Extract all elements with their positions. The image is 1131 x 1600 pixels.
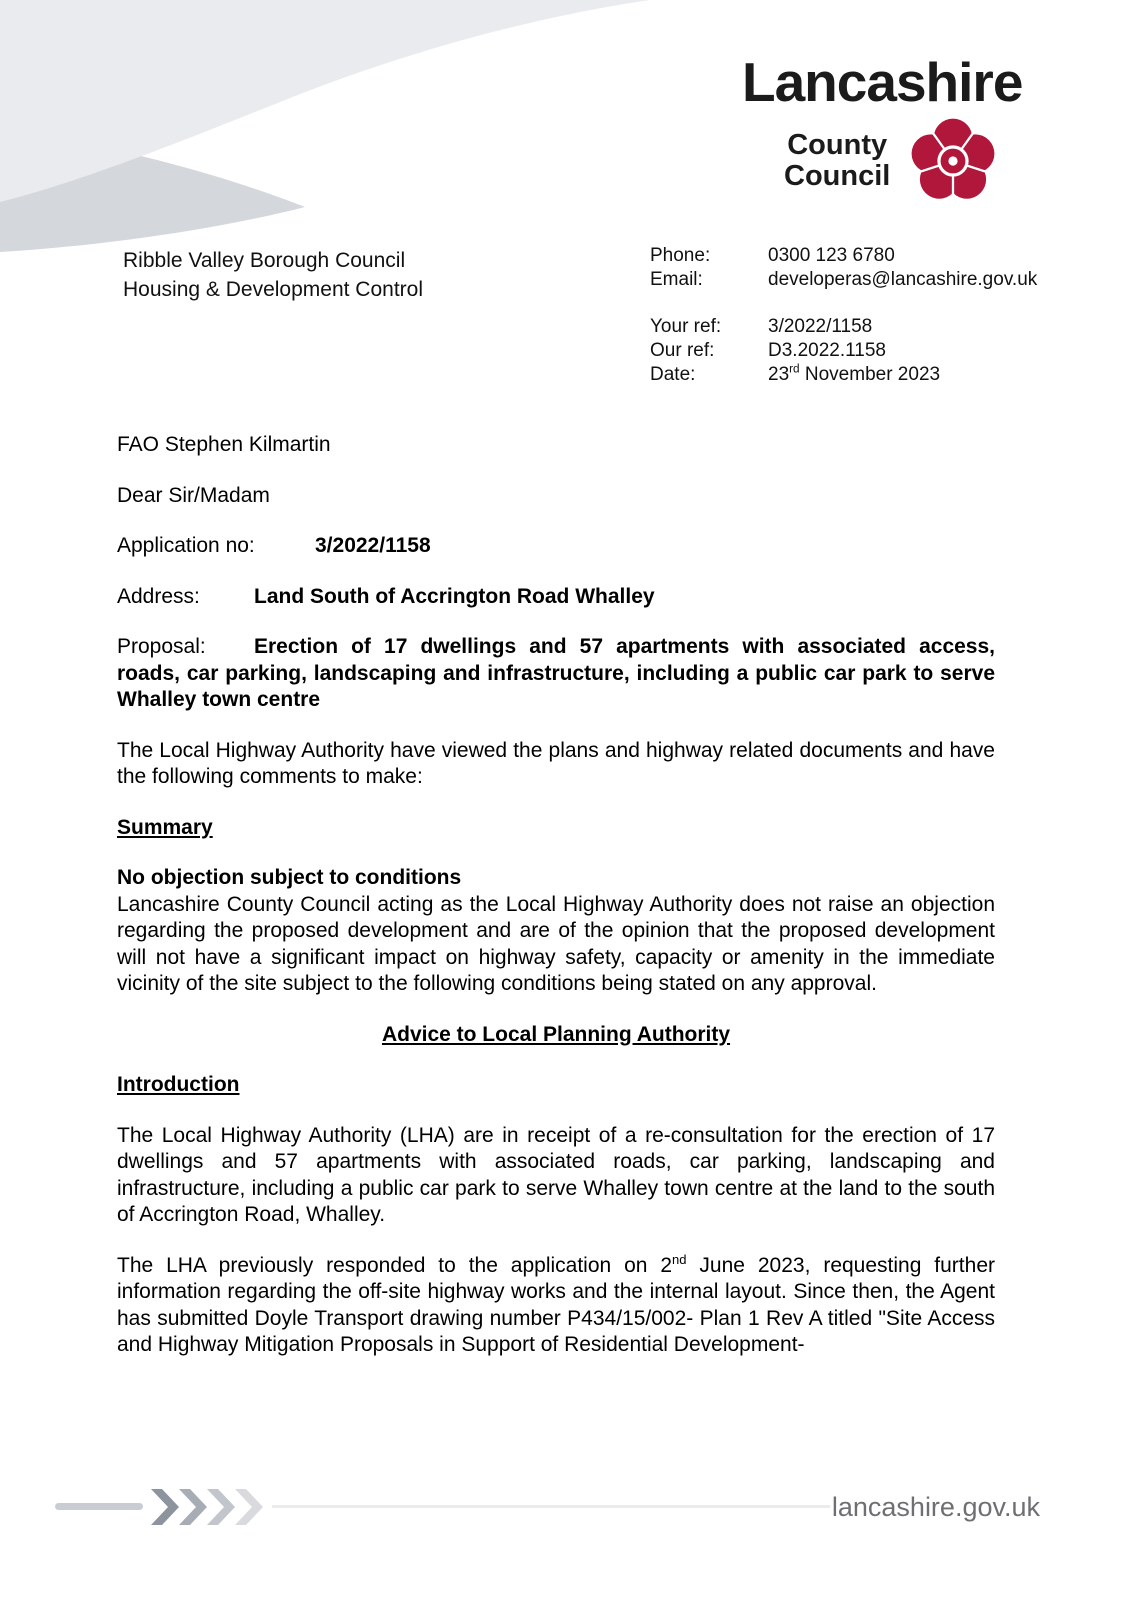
- contact-our-ref-row: [650, 339, 1037, 363]
- application-value: 3/2022/1158: [315, 534, 431, 557]
- introduction-heading-text: Introduction: [117, 1073, 240, 1096]
- date-value: 23rd November 2023: [768, 362, 941, 385]
- summary-heading-text: Summary: [117, 815, 213, 839]
- application-label: Application no:: [117, 534, 255, 557]
- footer-website: lancashire.gov.uk: [831, 1492, 1040, 1522]
- our-ref-label: Our ref:: [650, 340, 715, 361]
- header-swoosh-decoration: [0, 0, 680, 260]
- summary-paragraph: Lancashire County Council acting as the Local Highway Authority does not raise an objection regarding the proposed development and are of the opinion that the proposed development will not have a significant impact on highway safety, capacity or amenity in the immediate vicinity of the site subject to the following conditions being stated on any approval.: [117, 892, 995, 995]
- your-ref-label: Your ref:: [650, 316, 722, 337]
- proposal-row: [117, 634, 995, 714]
- recipient-line2: Housing & Development Control: [123, 278, 423, 301]
- logo-subtitle-line1: County: [787, 128, 888, 161]
- logo-subtitle-row: [784, 115, 1044, 207]
- application-row: [117, 533, 995, 560]
- contact-email-row: [650, 268, 1037, 292]
- recipient-line1: Ribble Valley Borough Council: [123, 249, 406, 272]
- paragraph-2-part2: June 2023, requesting further information regarding the off-site highway works and the internal layout. Since then, the Agent has submitted Doyle Transport drawing number P434/15/002- Plan 1 Rev A titled "Site Access and Highway Mitigation Proposals in Support of Residential Development-: [117, 1253, 995, 1356]
- summary-heading: [117, 815, 995, 842]
- no-objection-block: [117, 865, 995, 998]
- recipient-block: [123, 246, 423, 304]
- phone-label: Phone:: [650, 245, 711, 266]
- red-rose-icon: [907, 115, 999, 207]
- your-ref-value: 3/2022/1158: [768, 316, 873, 337]
- swoosh-light-band: [0, 0, 650, 202]
- footer-divider-line: [272, 1505, 830, 1508]
- proposal-value: Erection of 17 dwellings and 57 apartments with associated access, roads, car parking, landscaping and infrastructure, including a public car park to serve Whalley town centre: [117, 635, 995, 711]
- email-label: Email:: [650, 269, 703, 290]
- proposal-label: Proposal:: [117, 635, 206, 658]
- date-ordinal-suffix: nd: [672, 1251, 687, 1267]
- email-value: developeras@lancashire.gov.uk: [768, 269, 1038, 290]
- paragraph-2: [117, 1253, 995, 1359]
- contact-spacer: [650, 292, 1037, 315]
- address-value: Land South of Accrington Road Whalley: [254, 584, 655, 608]
- intro-paragraph: The Local Highway Authority have viewed the plans and highway related documents and have the following comments to make:: [117, 738, 995, 788]
- advice-heading: [117, 1022, 995, 1049]
- contact-date-row: [650, 363, 1037, 387]
- contact-phone-row: [650, 244, 1037, 268]
- paragraph-2-part1: The LHA previously responded to the application on 2: [117, 1253, 673, 1277]
- lancashire-county-council-logo: [742, 51, 1044, 207]
- address-label: Address:: [117, 584, 200, 608]
- logo-name: Lancashire: [742, 51, 1023, 113]
- advice-heading-text: Advice to Local Planning Authority: [381, 1022, 731, 1046]
- no-objection-heading: No objection subject to conditions: [117, 866, 462, 889]
- letter-body: [117, 432, 995, 1383]
- our-ref-value: D3.2022.1158: [768, 340, 886, 361]
- salutation: Dear Sir/Madam: [117, 483, 270, 507]
- contact-info-block: [650, 244, 1037, 387]
- footer-chevrons-icon: [55, 1486, 285, 1528]
- phone-value: 0300 123 6780: [768, 245, 895, 266]
- paragraph-1: The Local Highway Authority (LHA) are in receipt of a re-consultation for the erection of 17 dwellings and 57 apartments with associated roads, car parking, landscaping and infrastructure, including a public car park to serve Whalley town centre at the land to the south of Accrington Road, Whalley.: [117, 1123, 995, 1226]
- logo-subtitle: [784, 130, 890, 192]
- contact-your-ref-row: [650, 315, 1037, 339]
- fao-line: FAO Stephen Kilmartin: [117, 433, 331, 456]
- date-label: Date:: [650, 364, 696, 385]
- date-ordinal-suffix: rd: [789, 362, 800, 376]
- address-row: [117, 584, 995, 611]
- logo-subtitle-line2: Council: [784, 159, 891, 192]
- introduction-heading: [117, 1072, 995, 1099]
